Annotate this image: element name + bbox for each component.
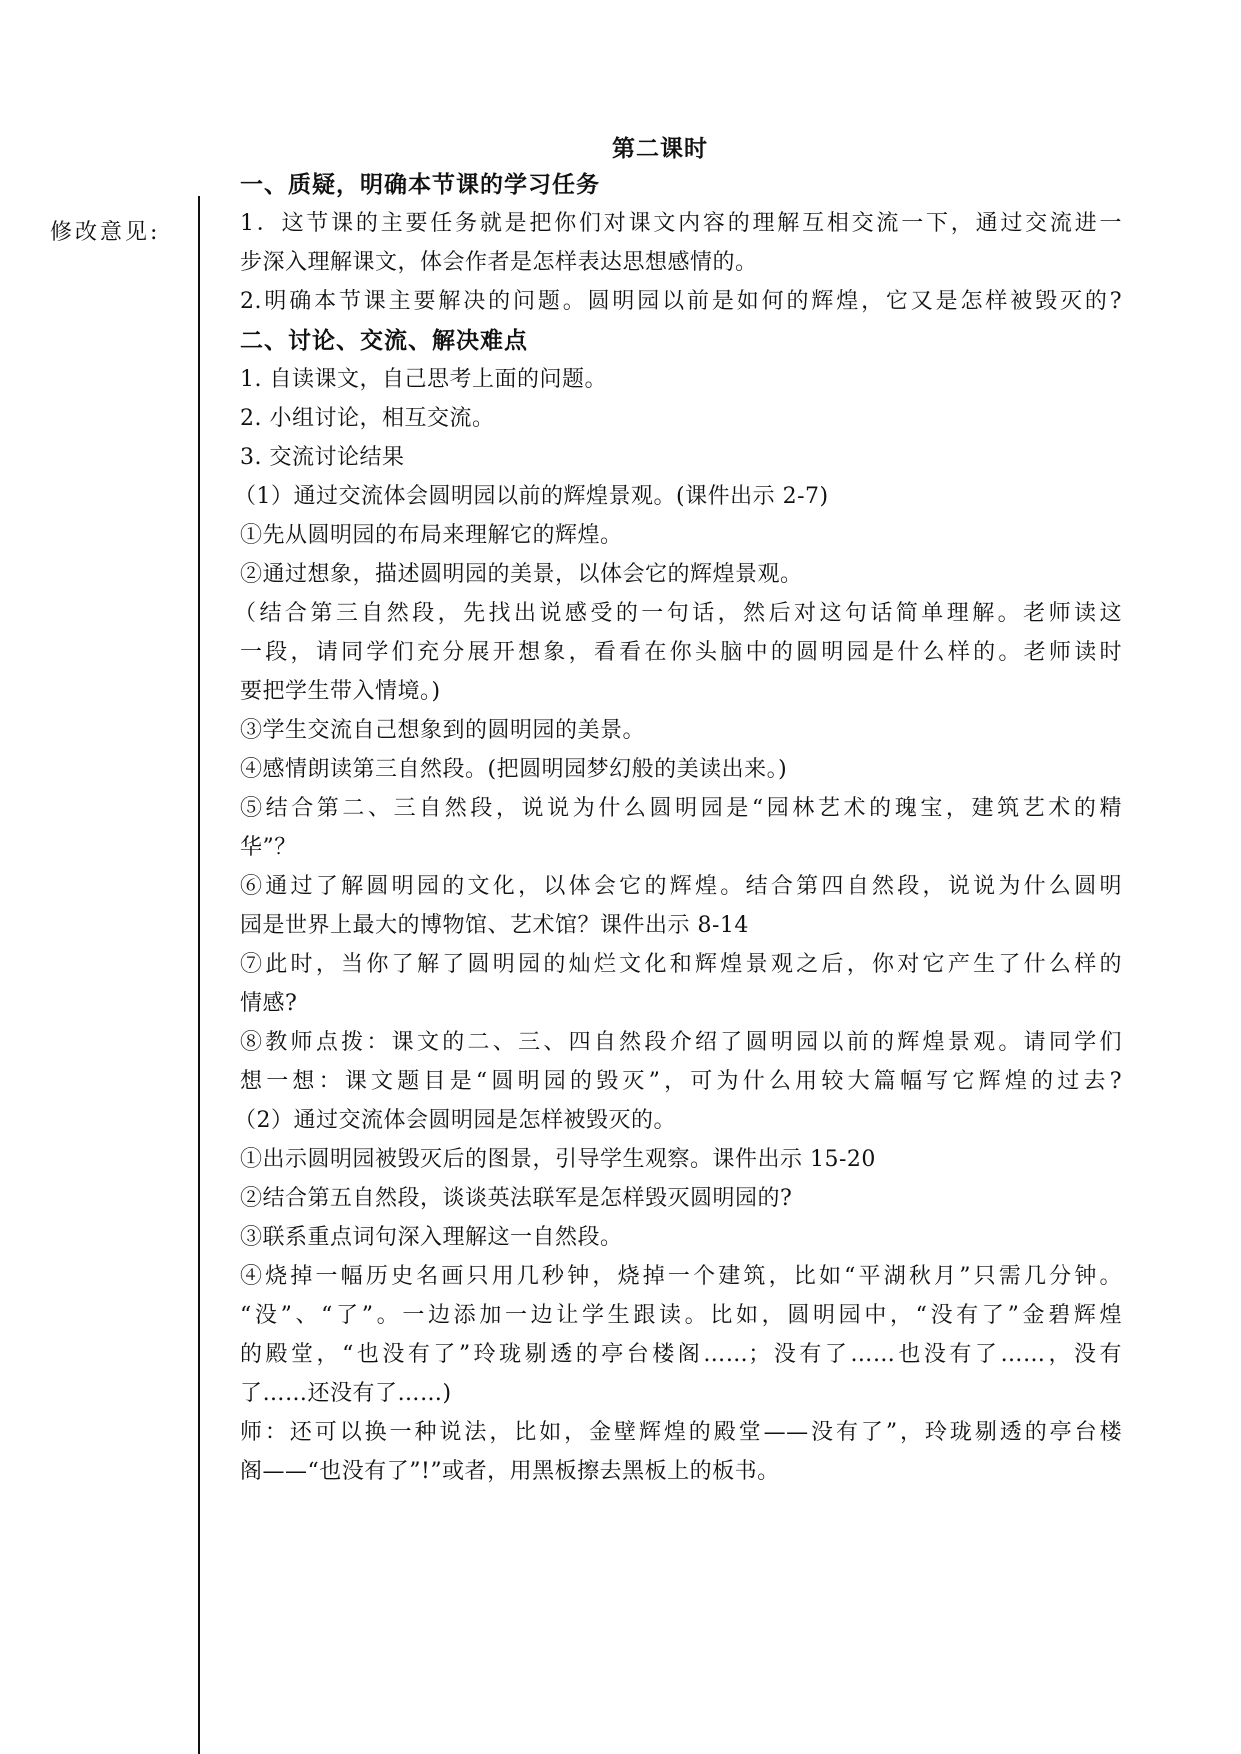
text-line: 3. 交流讨论结果 [240, 445, 405, 470]
text-line: （结合第三自然段，先找出说感受的一句话，然后对这句话简单理解。老师读这 [234, 601, 1122, 626]
margin-divider-line [198, 196, 200, 1754]
text-line: 华”？ [240, 835, 297, 860]
text-line: （2）通过交流体会圆明园是怎样被毁灭的。 [234, 1108, 676, 1133]
text-line: 要把学生带入情境。) [240, 679, 441, 704]
text-line: 2.明确本节课主要解决的问题。圆明园以前是如何的辉煌，它又是怎样被毁灭的? [240, 289, 1122, 314]
text-line: 2. 小组讨论，相互交流。 [240, 406, 495, 431]
text-line: ④感情朗读第三自然段。(把圆明园梦幻般的美读出来。) [240, 757, 788, 782]
page-title: 第二课时 [612, 135, 708, 162]
text-line: 1. 自读课文，自己思考上面的问题。 [240, 367, 607, 392]
text-line: ②结合第五自然段，谈谈英法联军是怎样毁灭圆明园的? [240, 1186, 793, 1211]
text-line: ②通过想象，描述圆明园的美景，以体会它的辉煌景观。 [240, 562, 803, 587]
text-line: ④烧掉一幅历史名画只用几秒钟，烧掉一个建筑，比如“平湖秋月”只需几分钟。 [240, 1264, 1122, 1289]
text-line: 步深入理解课文，体会作者是怎样表达思想感情的。 [240, 250, 758, 275]
text-line: ⑤结合第二、三自然段，说说为什么圆明园是“园林艺术的瑰宝，建筑艺术的精 [240, 796, 1122, 821]
text-line: ⑦此时，当你了解了圆明园的灿烂文化和辉煌景观之后，你对它产生了什么样的 [240, 952, 1122, 977]
text-line: ③学生交流自己想象到的圆明园的美景。 [240, 718, 646, 743]
lesson-plan-body [234, 165, 1122, 1491]
text-line: 情感? [240, 991, 298, 1016]
text-line: ⑧教师点拨：课文的二、三、四自然段介绍了圆明园以前的辉煌景观。请同学们 [240, 1030, 1122, 1055]
text-line: 阁——“也没有了”!”或者，用黑板擦去黑板上的板书。 [240, 1459, 780, 1484]
text-line: ⑥通过了解圆明园的文化，以体会它的辉煌。结合第四自然段，说说为什么圆明 [240, 874, 1122, 899]
text-line: 了……还没有了……) [240, 1381, 452, 1406]
text-line: 师：还可以换一种说法，比如，金壁辉煌的殿堂——没有了”，玲珑剔透的亭台楼 [240, 1420, 1122, 1445]
text-line: “没”、“了”。一边添加一边让学生跟读。比如，圆明园中，“没有了”金碧辉煌 [240, 1303, 1122, 1328]
text-line: 的殿堂，“也没有了”玲珑剔透的亭台楼阁……；没有了……也没有了……，没有 [240, 1342, 1122, 1367]
text-line: （1）通过交流体会圆明园以前的辉煌景观。(课件出示 2-7) [234, 484, 829, 509]
text-line: ①出示圆明园被毁灭后的图景，引导学生观察。课件出示 15-20 [240, 1147, 876, 1172]
text-line: ①先从圆明园的布局来理解它的辉煌。 [240, 523, 623, 548]
revision-comments-label: 修改意见: [50, 220, 161, 245]
section-heading: 二、讨论、交流、解决难点 [240, 327, 528, 354]
section-heading: 一、质疑，明确本节课的学习任务 [240, 171, 600, 198]
text-line: 园是世界上最大的博物馆、艺术馆？课件出示 8-14 [240, 913, 749, 938]
text-line: 想一想：课文题目是“圆明园的毁灭”，可为什么用较大篇幅写它辉煌的过去? [240, 1069, 1122, 1094]
text-line: 一段，请同学们充分展开想象，看看在你头脑中的圆明园是什么样的。老师读时 [240, 640, 1122, 665]
text-line: ③联系重点词句深入理解这一自然段。 [240, 1225, 623, 1250]
text-line: 1．这节课的主要任务就是把你们对课文内容的理解互相交流一下，通过交流进一 [240, 211, 1122, 236]
